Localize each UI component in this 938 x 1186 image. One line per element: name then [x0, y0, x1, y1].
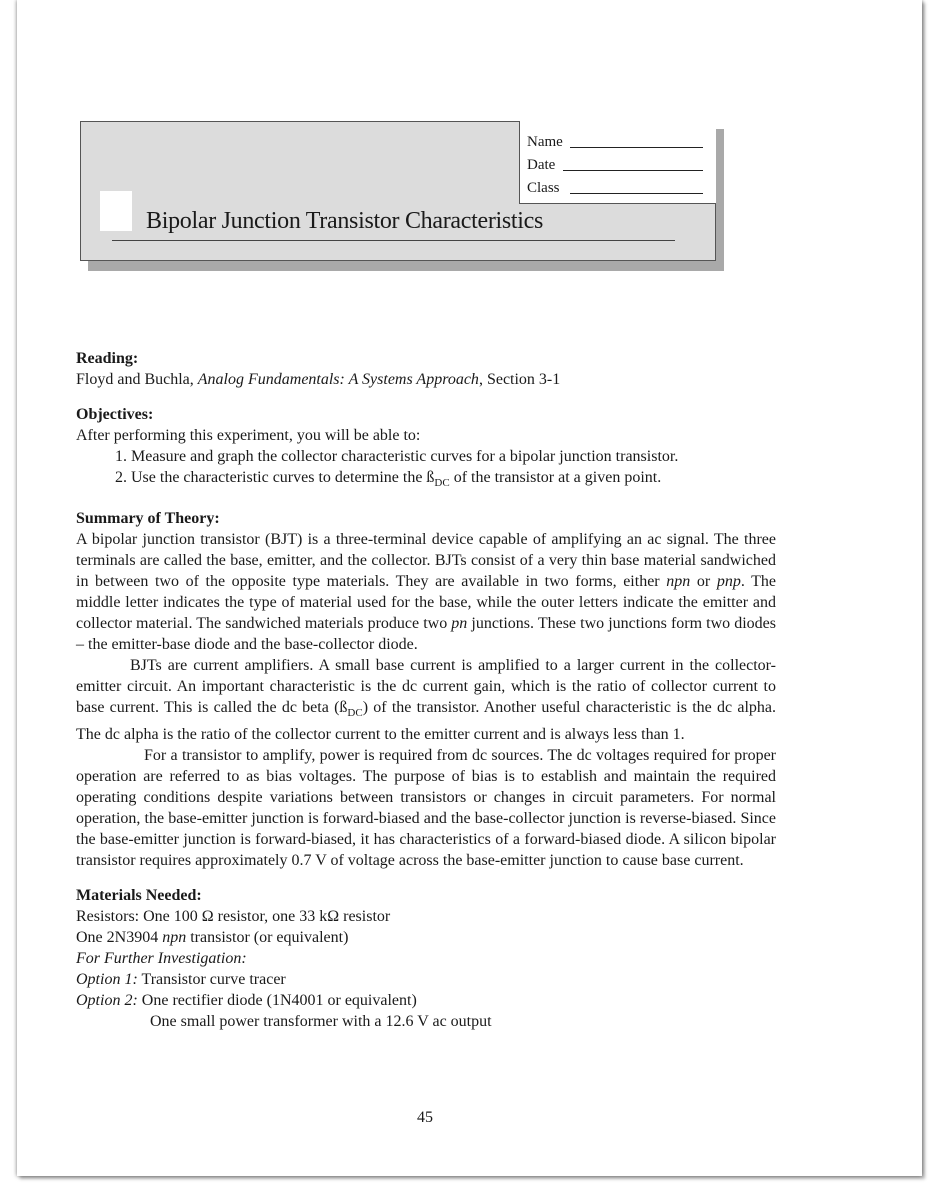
objectives-list — [76, 446, 776, 494]
option-1 — [76, 969, 776, 990]
option-2-label: Option 2: — [76, 992, 138, 1010]
title-underline — [112, 240, 675, 241]
theory-p2-text-b: ) of the transistor. Another useful characteristic is the dc alpha. The dc alpha is the ratio of the collector current to the emitter current and is always less than 1. — [76, 699, 776, 744]
beta-subscript: DC — [434, 477, 450, 490]
name-field-line[interactable] — [570, 147, 703, 148]
title-marker-square — [100, 191, 132, 231]
reading-section: , Section 3-1 — [478, 371, 561, 388]
option-1-text: Transistor curve tracer — [137, 971, 286, 989]
objectives-heading: Objectives: — [76, 406, 154, 423]
materials-transistor-b: transistor (or equivalent) — [186, 929, 349, 947]
theory-p2-text-a: BJTs are current amplifiers. A small base current is amplified to a larger current in the collector-emitter circuit. An important characteristic is the dc current gain, which is the ratio of collector current to base current. This is called the dc beta (ß — [76, 657, 776, 717]
date-field-line[interactable] — [563, 170, 703, 171]
materials-transistor — [76, 927, 776, 948]
option-2-text: One rectifier diode (1N4001 or equivalent) — [137, 992, 417, 1010]
further-investigation-label: For Further Investigation: — [76, 950, 247, 968]
theory-paragraph-2 — [76, 655, 776, 745]
reading-heading: Reading: — [76, 350, 139, 367]
theory-p1-pn: pn — [451, 615, 468, 633]
class-field-line[interactable] — [570, 193, 703, 194]
theory-p1-text-c: junctions. These two junctions form two diodes – the emitter-base diode and the base-collector diode. — [76, 615, 776, 654]
theory-p1-npn: npn — [666, 573, 691, 591]
materials-transistor-npn: npn — [162, 929, 187, 947]
objectives-intro: After performing this experiment, you will be able to: — [76, 427, 421, 444]
class-label: Class — [527, 180, 560, 196]
materials-heading: Materials Needed: — [76, 887, 202, 905]
theory-paragraph-1 — [76, 529, 776, 655]
main-content — [76, 348, 776, 1032]
reading-book-title: Analog Fundamentals: A Systems Approach — [197, 371, 479, 388]
objective-item-1: 1. Measure and graph the collector characteristic curves for a bipolar junction transistor. — [131, 446, 776, 467]
theory-p2-beta-subscript: DC — [347, 707, 363, 720]
option-2 — [76, 990, 776, 1011]
theory-heading: Summary of Theory: — [76, 510, 220, 528]
theory-p1-text-a: A bipolar junction transistor (BJT) is a three-terminal device capable of amplifying an ac signal. The three terminals are called the base, emitter, and the collector. BJTs consist of a very thin base material sandwiched in between two of the opposite type materials. They are available in two forms, either — [76, 531, 776, 591]
option-1-label: Option 1: — [76, 971, 138, 989]
name-label: Name — [527, 134, 563, 150]
reading-authors: Floyd and Buchla, — [76, 371, 198, 388]
page-title: Bipolar Junction Transistor Characteristics — [146, 208, 544, 234]
date-label: Date — [527, 157, 556, 173]
page-number: 45 — [417, 1109, 433, 1126]
theory-p1-or: or — [690, 573, 717, 591]
materials-resistors: Resistors: One 100 Ω resistor, one 33 kΩ resistor — [76, 908, 391, 926]
theory-p1-text-b: . The middle letter indicates the type of material used for the base, while the outer letters indicate the emitter and collector material. The sandwiched materials produce two — [76, 573, 777, 633]
theory-p1-pnp: pnp — [716, 573, 741, 591]
objective-item-2-tail: of the transistor at a given point. — [449, 469, 662, 486]
objective-item-2-text: Use the characteristic curves to determine the ß — [131, 469, 435, 486]
theory-paragraph-3: For a transistor to amplify, power is required from dc sources. The dc voltages required for proper operation are referred to as bias voltages. The purpose of bias is to establish and maintain the required operating conditions despite variations between transistors or changes in circuit parameters. For normal operation, the base-emitter junction is forward-biased and the base-collector junction is reverse-biased. Since the base-emitter junction is forward-biased, it has characteristics of a forward-biased diode. A silicon bipolar transistor requires approximately 0.7 V of voltage across the base-emitter junction to cause base current. — [76, 747, 776, 870]
materials-transistor-a: One 2N3904 — [76, 929, 163, 947]
option-2-line-2: One small power transformer with a 12.6 V ac output — [150, 1013, 492, 1031]
reading-text — [76, 369, 776, 390]
objective-item-2 — [131, 467, 776, 494]
